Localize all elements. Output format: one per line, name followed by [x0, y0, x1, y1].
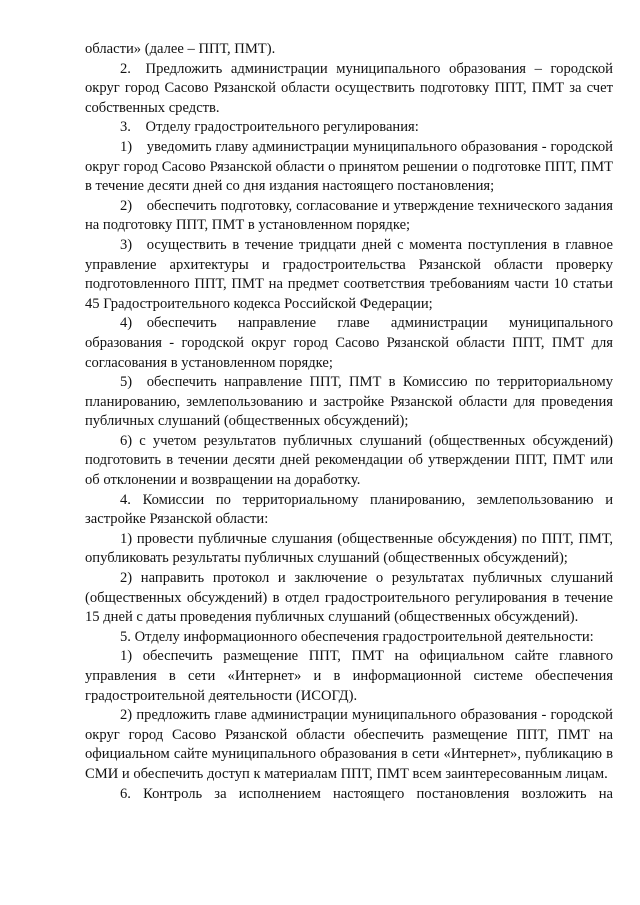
paragraph: 4. Комиссии по территориальному планированию, землепользованию и застройке Рязанской области: — [85, 491, 613, 528]
paragraph: 5) обеспечить направление ППТ, ПМТ в Комиссию по территориальному планированию, землепользованию и застройке Рязанской области для проведения публичных слушаний (общественных обсуждений); — [85, 374, 613, 430]
paragraph: 3) осуществить в течение тридцати дней с момента поступления в главное управление архитектуры и градостроительства Рязанской области проверку подготовленного ППТ, ПМТ на предмет соответствия требованиям части 10 статьи 45 Градостроительного кодекса Российской Федерации; — [85, 236, 613, 312]
paragraph: 6. Контроль за исполнением настоящего постановления возложить на — [120, 785, 613, 802]
paragraph: области» (далее – ППТ, ПМТ). — [85, 41, 276, 57]
paragraph: 1) обеспечить размещение ППТ, ПМТ на официальном сайте главного управления в сети «Интернет» и в информационной системе обеспечения градостроительной деятельности (ИСОГД). — [85, 648, 613, 704]
paragraph: 2) предложить главе администрации муниципального образования - городской округ город Сасово Рязанской области обеспечить размещение ППТ, ПМТ на официальном сайте муниципального образования в сети «Интернет», публикацию в СМИ и обеспечить доступ к материалам ППТ, ПМТ всем заинтересованным лицам. — [85, 707, 613, 782]
paragraph: 2. Предложить администрации муниципального образования – городской округ город Сасово Рязанской области осуществить подготовку ППТ, ПМТ за счет собственных средств. — [85, 60, 613, 116]
paragraph: 1) провести публичные слушания (общественные обсуждения) по ППТ, ПМТ, опубликовать результаты публичных слушаний (общественных обсуждений); — [85, 530, 613, 567]
document-body — [85, 40, 613, 804]
paragraph: 2) направить протокол и заключение о результатах публичных слушаний (общественных обсуждений) в отдел градостроительного регулирования в течение 15 дней с даты проведения публичных слушаний (общественных обсуждений). — [85, 570, 613, 626]
paragraph: 1) уведомить главу администрации муниципального образования - городской округ город Сасово Рязанской области о принятом решении о подготовке ППТ, ПМТ в течение десяти дней со дня издания настоящего постановления; — [85, 138, 613, 195]
paragraph: 5. Отделу информационного обеспечения градостроительной деятельности: — [120, 628, 594, 645]
paragraph: 4) обеспечить направление главе администрации муниципального образования - городской округ город Сасово Рязанской области ППТ, ПМТ для согласования в установленном порядке; — [85, 315, 613, 371]
paragraph: 3. Отделу градостроительного регулирования: — [120, 119, 419, 136]
paragraph: 2) обеспечить подготовку, согласование и утверждение технического задания на подготовку ППТ, ПМТ в установленном порядке; — [85, 197, 613, 234]
paragraph: 6) с учетом результатов публичных слушаний (общественных обсуждений) подготовить в течении десяти дней рекомендации об утверждении ППТ, ПМТ или об отклонении и возвращении на доработку. — [85, 432, 613, 489]
